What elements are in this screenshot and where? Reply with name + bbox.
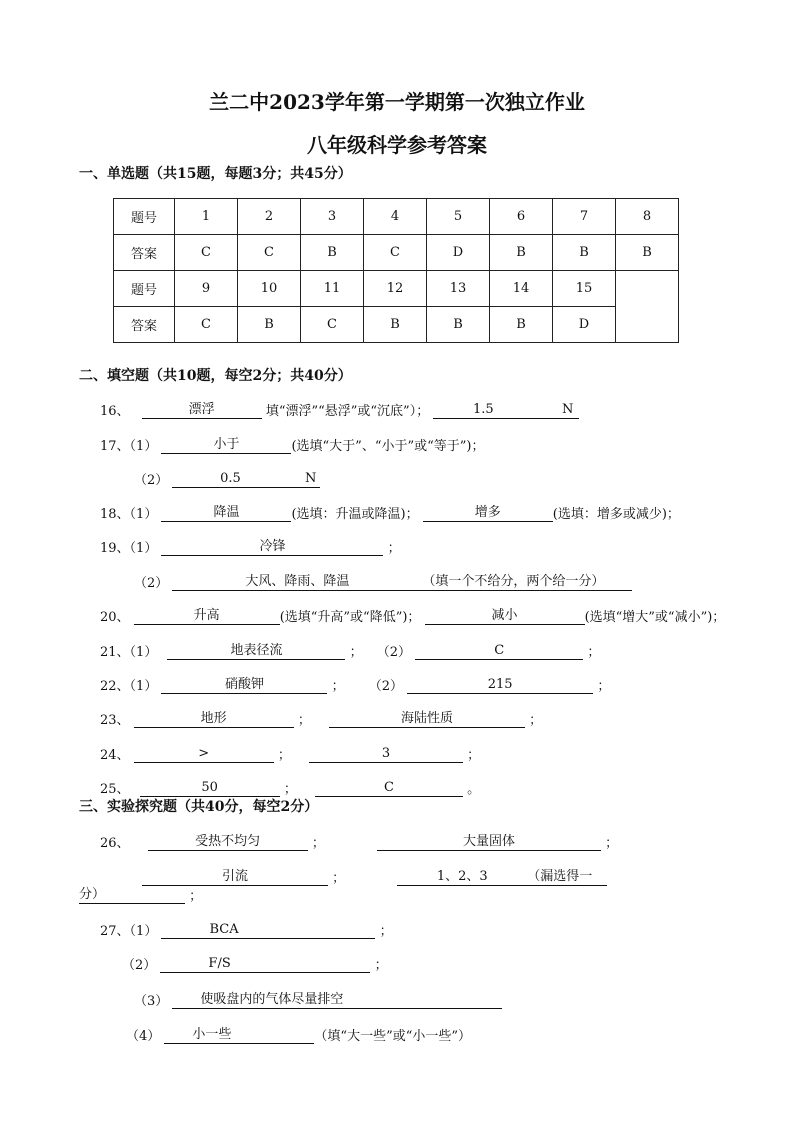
table-cell: 15	[553, 271, 616, 307]
q16-answer-2: 1.5	[473, 402, 494, 417]
q19-answer-1: 冷锋	[161, 539, 383, 556]
table-cell: B	[427, 307, 490, 343]
q27-part4	[126, 1025, 471, 1044]
q27-answer-3-line	[172, 992, 502, 1009]
q19-note: （填一个不给分，两个给一分）	[422, 574, 605, 589]
q26-line1	[100, 832, 618, 851]
q19-sep: ；	[387, 541, 401, 556]
table-row	[114, 199, 679, 235]
table-cell: 题号	[114, 199, 175, 235]
q22-answer-2: 215	[407, 677, 593, 694]
q17-part2-label: （2）	[134, 473, 169, 488]
q19-number: 19、（1）	[100, 541, 158, 556]
q27-answer-3: 使吸盘内的气体尽量排空	[200, 992, 344, 1007]
q27-answer-1: BCA	[209, 922, 239, 937]
q19-answer-2: 大风、降雨、降温	[245, 574, 350, 589]
q25-sep-1: ；	[283, 782, 297, 797]
q27-part3	[134, 990, 502, 1009]
table-cell: 答案	[114, 307, 175, 343]
table-cell: B	[364, 307, 427, 343]
q16	[100, 400, 579, 419]
q26-note-cont: 分）	[79, 887, 185, 904]
table-cell: C	[238, 235, 301, 271]
section2-heading: 二、填空题（共10题，每空2分；共40分）	[79, 368, 352, 384]
q19-answer-2-line	[172, 574, 632, 591]
q24-sep-1: ；	[277, 748, 291, 763]
q24-number: 24、	[100, 748, 130, 763]
table-cell: 答案	[114, 235, 175, 271]
q27-part1	[100, 920, 393, 939]
q26-answer-4-line	[397, 869, 607, 886]
q23	[100, 709, 542, 728]
table-cell: B	[553, 235, 616, 271]
table-row	[114, 307, 679, 343]
q27-number: 27、（1）	[100, 924, 158, 939]
q16-answer-1: 漂浮	[142, 402, 262, 419]
q26-number: 26、	[100, 836, 130, 851]
q25-answer-2: C	[315, 780, 463, 797]
table-cell: 1	[175, 199, 238, 235]
q27-part2-label: （2）	[122, 958, 157, 973]
table-cell: B	[301, 235, 364, 271]
q18-text-2: (选填：增多或减少)；	[552, 507, 680, 522]
q18	[100, 503, 680, 522]
q24	[100, 744, 480, 763]
q23-number: 23、	[100, 713, 130, 728]
q21	[100, 641, 600, 660]
q17-text: (选填“大于”、“小于”或“等于”)；	[291, 439, 485, 454]
q26-line3	[79, 885, 202, 904]
q21-part2-label: （2）	[376, 645, 412, 660]
table-cell: D	[427, 235, 490, 271]
q27-text-4: （填“大一些”或“小一些”）	[314, 1029, 472, 1044]
q22-sep-1: ；	[331, 679, 345, 694]
q27-answer-4: 小一些	[192, 1027, 232, 1042]
q26-sep-3: ；	[332, 871, 346, 886]
q27-answer-2-line	[160, 956, 370, 973]
q25	[100, 778, 480, 797]
q16-answer-2-line	[433, 402, 579, 419]
table-cell: 13	[427, 271, 490, 307]
q27-answer-4-line	[164, 1027, 314, 1044]
q19-part1	[100, 537, 401, 556]
q27-part3-label: （3）	[134, 994, 169, 1009]
section3-heading: 三、实验探究题（共40分，每空2分）	[79, 799, 319, 815]
q26-answer-4: 1、2、3	[436, 869, 488, 884]
q22-number: 22、（1）	[100, 679, 158, 694]
q17-answer-1: 小于	[161, 437, 291, 454]
table-cell: 3	[301, 199, 364, 235]
q16-unit: N	[561, 402, 574, 417]
q22-answer-1: 硝酸钾	[161, 677, 327, 694]
q21-answer-1: 地表径流	[167, 643, 345, 660]
q19-part2-label: （2）	[134, 576, 169, 591]
table-cell: B	[616, 235, 679, 271]
q26-sep-1: ；	[311, 836, 325, 851]
q18-answer-2: 增多	[423, 505, 553, 522]
q22	[100, 675, 610, 694]
q18-number: 18、（1）	[100, 507, 158, 522]
q20-text-2: (选填“增大”或“减小”)；	[584, 610, 726, 625]
q26-note: （漏选得一	[527, 869, 593, 884]
table-cell: C	[364, 235, 427, 271]
q27-sep-2: ；	[374, 958, 388, 973]
q20-text-1: (选填“升高”或“降低”)；	[279, 610, 421, 625]
table-cell: 题号	[114, 271, 175, 307]
table-cell: C	[175, 307, 238, 343]
table-cell: 6	[490, 199, 553, 235]
q16-text: 填“漂浮”“悬浮”或“沉底”）；	[265, 404, 430, 419]
q20-answer-1: 升高	[134, 608, 280, 625]
q20-answer-2: 减小	[425, 608, 585, 625]
table-cell: B	[238, 307, 301, 343]
q21-answer-2: C	[415, 643, 583, 660]
table-cell: C	[175, 235, 238, 271]
q17-part1	[100, 435, 485, 454]
q25-number: 25、	[100, 782, 130, 797]
q25-answer-1: 50	[140, 780, 280, 797]
q16-number: 16、	[100, 404, 130, 419]
table-cell: 10	[238, 271, 301, 307]
table-cell: 9	[175, 271, 238, 307]
q26-sep-2: ；	[605, 836, 619, 851]
q17-answer-2-line	[172, 471, 320, 488]
q23-answer-2: 海陆性质	[329, 711, 525, 728]
q22-part2-label: （2）	[368, 679, 404, 694]
q24-sep-2: ；	[467, 748, 481, 763]
q27-answer-1-line	[161, 922, 375, 939]
q17-answer-2: 0.5	[220, 471, 241, 486]
q17-unit: N	[305, 471, 317, 486]
section1-heading: 一、单选题（共15题，每题3分；共45分）	[79, 166, 352, 182]
q21-sep-1: ；	[349, 645, 363, 660]
q20-number: 20、	[100, 610, 130, 625]
q23-answer-1: 地形	[134, 711, 294, 728]
q24-answer-2: 3	[309, 746, 463, 763]
table-cell: 8	[616, 199, 679, 235]
table-cell: 14	[490, 271, 553, 307]
q22-sep-2: ；	[597, 679, 611, 694]
q26-answer-1: 受热不均匀	[148, 834, 308, 851]
q18-text-1: (选填：升温或降温)；	[291, 507, 419, 522]
q21-number: 21、（1）	[100, 645, 158, 660]
answer-table	[113, 198, 679, 343]
table-cell: 2	[238, 199, 301, 235]
q19-part2	[134, 572, 632, 591]
table-cell: 4	[364, 199, 427, 235]
q27-part4-label: （4）	[126, 1029, 161, 1044]
q21-sep-2: ；	[587, 645, 601, 660]
q20	[100, 606, 725, 625]
table-cell-empty	[616, 271, 679, 343]
q26-answer-3: 引流	[142, 869, 328, 886]
q17-part2	[134, 469, 320, 488]
q27-answer-2: F/S	[208, 956, 231, 971]
table-cell: B	[490, 235, 553, 271]
q26-answer-2: 大量固体	[377, 834, 601, 851]
table-row	[114, 235, 679, 271]
q18-answer-1: 降温	[161, 505, 291, 522]
table-cell: 5	[427, 199, 490, 235]
document-subtitle: 八年级科学参考答案	[307, 133, 487, 157]
table-cell: 11	[301, 271, 364, 307]
q26-line2	[142, 867, 607, 886]
q17-number: 17、（1）	[100, 439, 158, 454]
q24-answer-1: >	[134, 746, 274, 763]
q25-sep-2: 。	[467, 782, 481, 797]
table-cell: D	[553, 307, 616, 343]
table-cell: C	[301, 307, 364, 343]
document-title: 兰二中2023学年第一学期第一次独立作业	[209, 90, 585, 114]
q23-sep-2: ；	[529, 713, 543, 728]
q27-part2	[122, 954, 388, 973]
q26-sep-4: ；	[189, 889, 203, 904]
q27-sep-1: ；	[379, 924, 393, 939]
table-cell: B	[490, 307, 553, 343]
q23-sep-1: ；	[297, 713, 311, 728]
table-row	[114, 271, 679, 307]
table-cell: 12	[364, 271, 427, 307]
table-cell: 7	[553, 199, 616, 235]
